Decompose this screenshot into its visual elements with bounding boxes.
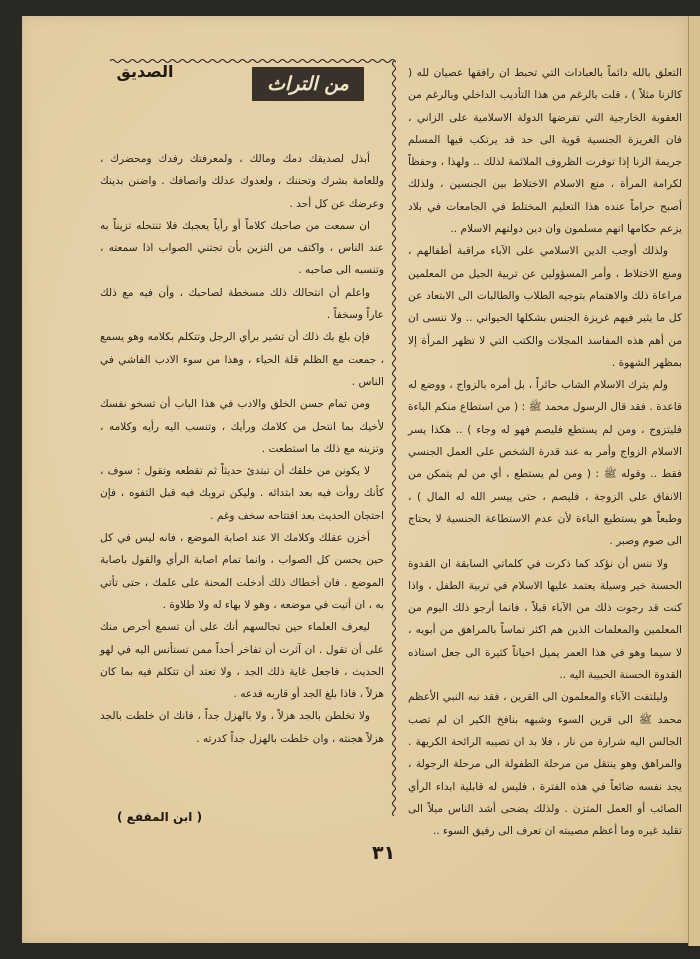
- paragraph: التعلق بالله دائماً بالعبادات التي تحبط ان رافقها عصيان لله ( كالزنا مثلاً ) ، قلت بالرغم من هذا التأديب الداخلي وبالرغم من العقوبة الخارجية التي تفرضها الدولة الاسلامية على الزاني ، فان الغريزة الجنسية قوية الى حد قد يرتكب فيها المسلم جريمة الزنا إذا توفرت الظروف الملائمة لذلك .. ولهذا ، وحفظاً لكرامة المرأة ، منع الاسلام الاختلاط بين الجنسين ، ولذلك أصبح حراماً عنده هذا التعليم المختلط في الجامعات في بلاد يزعم حكامها انهم مسلمون وان دين دولتهم الاسلام ..: [408, 67, 682, 236]
- paragraph: ليعرف العلماء حين تجالسهم أنك على أن تسمع أحرص منك على أن تقول . ان آثرت أن تفاخر أحداً ممن تستأنس اليه في لهو الحديث ، فاجعل غاية ذلك الجد ، ولا تعتد أن تتكلم فيه بما كان هزلاً ، فاذا بلغ الجد أو قاربه فدعه .: [100, 621, 384, 701]
- wavy-border-right: [390, 61, 398, 831]
- paragraph: أبذل لصديقك دمك ومالك ، ولمعرفتك رفدك ومحضرك ، وللعامة بشرك وتحننك ، ولعدوك عدلك وانصافك . واضنن بدينك وعرضك عن كل أحد .: [100, 153, 384, 210]
- paragraph: فإن بلغ بك ذلك أن تشير برأي الرجل وتتكلم بكلامه وهو يسمع ، جمعت مع الظلم قلة الحياء ، وهذا من سوء الادب الفاشي في الناس .: [100, 331, 384, 388]
- paragraph: ولا تخلطن بالجد هزلاً ، ولا بالهزل جداً ، فانك ان خلطت بالجد هزلاً هجنته ، وان خلطت بالهزل جداً كدرته .: [100, 710, 384, 745]
- paragraph: ومن تمام حسن الخلق والادب في هذا الباب أن تسخو نفسك لأخيك بما انتحل من كلامك ورأيك ، وتنسب اليه رأيه وكلامه ، وتزينه مع ذلك ما استطعت .: [100, 398, 384, 455]
- paragraph: واعلم أن انتحالك ذلك مسخطة لصاحبك ، وأن فيه مع ذلك عاراً وسخفاً .: [100, 286, 384, 322]
- section-heading: من التراث: [252, 67, 364, 101]
- paragraph: أخزن عقلك وكلامك الا عند اصابة الموضع ، فانه ليس في كل حين يحسن كل الصواب ، وانما تمام اصابة الرأي والقول باصابة الموضع . فان أخطاك ذلك أدخلت المحنة على علمك ، حتى تأتي به ، ان أتيت في موضعه ، وهو لا بهاء له ولا طلاوة .: [100, 532, 384, 611]
- paragraph: ولم يترك الاسلام الشاب حائراً ، بل أمره بالزواج ، ووضع له قاعدة . فقد قال الرسول محمد ﷺ : ( من استطاع منكم الباءة فليتزوج ، ومن لم يستطع فليصم فهو له وجاء ) .. هكذا يسر الاسلام الزواج وأمر به عند قدرة الشخص على العمل الجنسي فقط .. وقوله ﷺ : ( ومن لم يستطع ، أي من لم يتمكن من الانفاق على الزوجة ، فليصم ، حتى ييسر الله له المال ) ، وطبعاً هو يستطيع الباءة لأن عدم الاستطاعة الجنسية لا يحتاج الى صوم وصبر .: [408, 379, 682, 548]
- article-title: الصديق: [116, 62, 174, 81]
- right-column-article: [408, 62, 682, 842]
- paragraph: وليلتفت الآباء والمعلمون الى القرين ، فقد نبه النبي الأعظم محمد ﷺ الى قرين السوء وشبهه بنافخ الكير ان لم تصب الجالس اليه شرارة من نار ، فلا بد ان تصيبه الرائحة الكريهة . والمراهق وهو ينتقل من مرحلة الطفولة الى مرحلة الرجولة ، يجد نفسه ضائعاً في هذه الفترة ، فليس له قابلية ابداء الرأي الصائب أو العمل المتزن . ولذلك يضحى أشد الناس ميلاً الى تقليد غيره وما أعظم مصيبته ان تعرف الى رفيق السوء ..: [408, 691, 682, 838]
- left-column-article: [100, 148, 384, 750]
- paragraph: لا يكونن من خلقك أن تبتدئ حديثاً ثم تقطعه وتقول : سوف ، كأنك روأت فيه بعد ابتدائه . وليكن تروبك فيه قبل التفوه ، فإن احتجان الحديث بعد افتتاحه سخف وغم .: [100, 465, 384, 522]
- paragraph: ان سمعت من صاحبك كلاماً أو رأياً يعجبك فلا تنتحله تزيناً به عند الناس ، واكتف من التزين بأن تجتني الصواب اذا سمعته ، وتنسبه الى صاحبه .: [100, 219, 384, 277]
- paragraph: ولا ننس أن نؤكد كما ذكرت في كلماتي السابقة ان القدوة الحسنة خير وسيلة يعتمد عليها الاسلام في تربية الطفل ، واذا كنت قد رجوت ذلك من الآباء قبلاً ، فانما أرجو ذلك اليوم من المعلمين والمعلمات الذين هم اكثر تماساً بالمراهق من أبويه ، لا سيما وهو في هذا العمر يميل احياناً كثيرة الى جعل استاذه القدوة الحسنة الحبيبة اليه ..: [408, 557, 682, 682]
- page-number: ٣١: [372, 842, 396, 864]
- author-attribution: ( ابن المقفع ): [117, 810, 203, 824]
- paragraph: ولذلك أوجب الدين الاسلامي على الآباء مراقبة أطفالهم ، ومنع الاختلاط ، وأمر المسؤولين عن تربية الجيل من المعلمين مراعاة ذلك والاهتمام بتوجيه الطلاب والطالبات الى الابتعاد عن كل ما يثير فيهم غريزة الجنس بشكلها الحيواني .. ولا ننسى ان من أهم هذه المفاسد المجلات والكتب التي لا تظهر المرأة إلا بمظهر الشهوة .: [408, 245, 682, 369]
- next-page-edge: [688, 16, 700, 946]
